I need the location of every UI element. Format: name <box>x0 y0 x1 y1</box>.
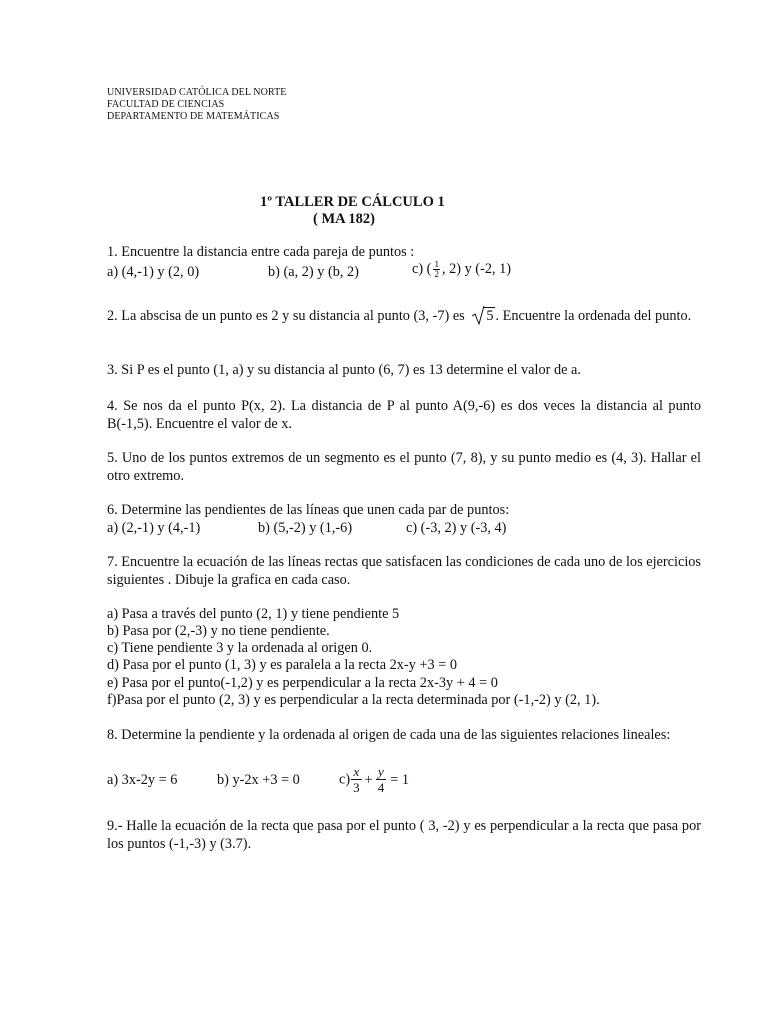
exercise-1-option-a: a) (4,-1) y (2, 0) <box>107 264 200 280</box>
exercise-4: 4. Se nos da el punto P(x, 2). La distancia de P al punto A(9,-6) es dos veces la distancia al punto B(-1,5). Encuentre el valor de x. <box>107 398 701 432</box>
exercise-6-option-c: c) (-3, 2) y (-3, 4) <box>406 520 507 536</box>
exercise-6: 6. Determine las pendientes de las líneas que unen cada par de puntos: <box>107 502 510 518</box>
exercise-8-option-a: a) 3x-2y = 6 <box>107 772 178 788</box>
title-line-2: ( MA 182) <box>313 211 376 227</box>
title-line-1: 1º TALLER DE CÁLCULO 1 <box>260 194 445 210</box>
exercise-8-option-b: b) y-2x +3 = 0 <box>217 772 300 788</box>
exercise-5: 5. Uno de los puntos extremos de un segmento es el punto (7, 8), y su punto medio es (4, 3). Hallar el otro extremo. <box>107 450 701 484</box>
department-name: DEPARTAMENTO DE MATEMÁTICAS <box>107 111 280 122</box>
exercise-1: 1. Encuentre la distancia entre cada pareja de puntos : <box>107 244 415 260</box>
exercise-8-option-c: c) $\frac{x}{3}$ + $\frac{y}{4}$ = 1 <box>339 764 409 795</box>
exercise-7-item-b: b) Pasa por (2,-3) y no tiene pendiente. <box>107 623 330 639</box>
exercise-7-item-d: d) Pasa por el punto (1, 3) y es paralela a la recta 2x-y +3 = 0 <box>107 657 457 673</box>
exercise-7-item-f: f)Pasa por el punto (2, 3) y es perpendicular a la recta determinada por (-1,-2) y (2, 1). <box>107 692 600 708</box>
exercise-8-options <box>107 764 701 800</box>
exercise-6-option-b: b) (5,-2) y (1,-6) <box>258 520 353 536</box>
exercise-8: 8. Determine la pendiente y la ordenada al origen de cada una de las siguientes relaciones lineales: <box>107 727 671 743</box>
exercise-1-option-c: c) ( $\frac{1}{2}$ , 2) y (-2, 1) <box>412 259 512 280</box>
exercise-7-item-e: e) Pasa por el punto(-1,2) y es perpendicular a la recta 2x-3y + 4 = 0 <box>107 675 498 691</box>
institution-header <box>107 87 287 123</box>
exercise-1-option-b: b) (a, 2) y (b, 2) <box>268 264 359 280</box>
exercise-6-option-a: a) (2,-1) y (4,-1) <box>107 520 201 536</box>
square-root: 5 <box>472 307 495 325</box>
faculty-name: FACULTAD DE CIENCIAS <box>107 99 225 110</box>
exercise-7-item-c: c) Tiene pendiente 3 y la ordenada al origen 0. <box>107 640 373 656</box>
exercise-3: 3. Si P es el punto (1, a) y su distancia al punto (6, 7) es 13 determine el valor de a. <box>107 362 581 378</box>
radical-sign-icon <box>472 305 485 325</box>
exercise-7: 7. Encuentre la ecuación de las líneas rectas que satisfacen las condiciones de cada uno de los ejercicios siguientes . Dibuje la grafica en cada caso. <box>107 554 701 588</box>
exercise-2: 2. La abscisa de un punto es 2 y su distancia al punto (3, -7) es 5 . Encuentre la ordenada del punto. <box>107 307 701 325</box>
fraction-one-half: $\frac{1}{2}$ <box>434 259 439 280</box>
exercise-9: 9.- Halle la ecuación de la recta que pasa por el punto ( 3, -2) y es perpendicular a la recta que pasa por los puntos (-1,-3) y (3.7). <box>107 818 701 852</box>
fraction-x-over-3: $\frac{x}{3}$ <box>353 764 360 795</box>
university-name: UNIVERSIDAD CATÓLICA DEL NORTE <box>107 87 287 98</box>
fraction-y-over-4: $\frac{y}{4}$ <box>377 764 385 795</box>
exercise-7-item-a: a) Pasa a través del punto (2, 1) y tiene pendiente 5 <box>107 606 400 622</box>
